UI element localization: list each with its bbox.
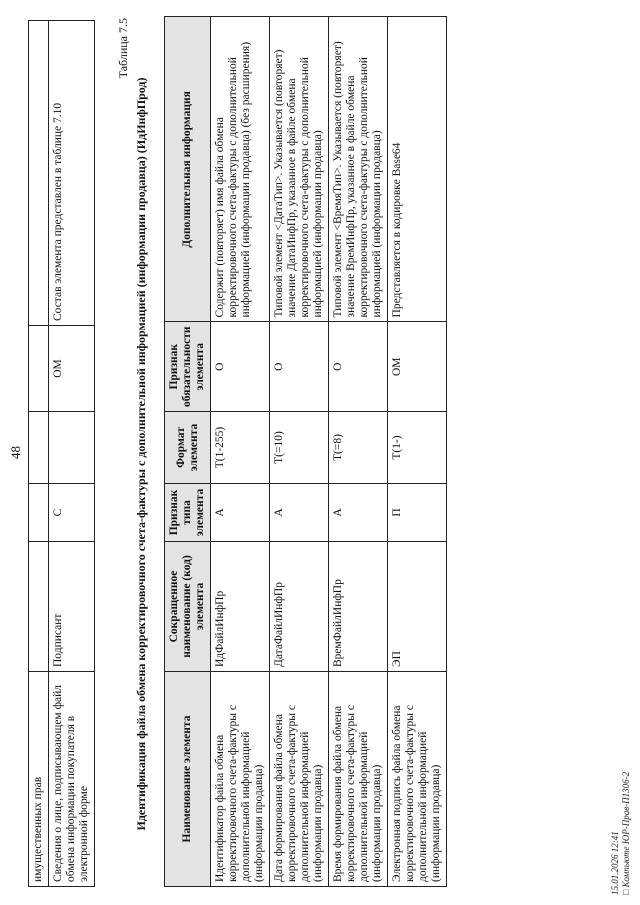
main-table xyxy=(164,16,447,887)
cell-type: А xyxy=(270,484,329,542)
cell-name: Сведения о лице, подписывающем файл обмена информации покупателя в электронной форме xyxy=(49,672,95,887)
cell-format: T(=8) xyxy=(329,412,388,484)
table-row xyxy=(388,17,447,887)
cell-info: Типовой элемент <ДатаТип>. Указывается (повторяет) значение ДатаИнфПр, указанное в файле обмена корректировочного счета-фактуры с дополнительной информацией (информации продавца) xyxy=(270,17,329,322)
cell-info: Представляется в кодировке Base64 xyxy=(388,17,447,322)
cell-req: О xyxy=(329,322,388,412)
page-number: 48 xyxy=(8,446,23,459)
cell-code: ВремФайлИнфПр xyxy=(329,542,388,672)
header-type: Признак типа элемента xyxy=(165,484,211,542)
table-row xyxy=(49,21,95,887)
cell-name: Электронная подпись файла обмена корректировочного счета-фактуры с дополнительной информацией (информации продавца) xyxy=(388,672,447,887)
table-header-row xyxy=(165,17,211,887)
cell-code: ИдФайлИнфПр xyxy=(211,542,270,672)
cell-format: T(=10) xyxy=(270,412,329,484)
cell-type: А xyxy=(329,484,388,542)
cell-req: ОМ xyxy=(388,322,447,412)
cell-info: Состав элемента представлен в таблице 7.10 xyxy=(49,21,95,326)
cell-type: С xyxy=(49,484,95,542)
stamp-line-date: 15.01.2026 12:41 xyxy=(610,831,620,895)
header-code: Сокращенное наименование (код) элемента xyxy=(165,542,211,672)
table-title: Идентификация файла обмена корректировочного счета-фактуры с дополнительной информацией (информации продавца) (ИдИнфПрод) xyxy=(134,77,148,831)
cell-req: О xyxy=(270,322,329,412)
header-format: Формат элемента xyxy=(165,412,211,484)
cell-type xyxy=(29,484,49,542)
cell-code: ЭП xyxy=(388,542,447,672)
cell-info: Типовой элемент <ВремяТип>. Указывается (повторяет) значение ВремИнфПр, указанное в файле обмена корректировочного счета-фактуры с дополнительной информацией (информации продавца) xyxy=(329,17,388,322)
cell-format: T(1-255) xyxy=(211,412,270,484)
cell-format xyxy=(29,412,49,484)
cell-req xyxy=(29,326,49,412)
table-caption: Таблица 7.5 xyxy=(116,18,130,79)
table-row xyxy=(329,17,388,887)
header-name: Наименование элемента xyxy=(165,672,211,887)
stamp-line-source: □ Компьюте ЮР-Прав-П1306-2 xyxy=(621,771,631,895)
cell-code: Подписант xyxy=(49,542,95,672)
cell-code xyxy=(29,542,49,672)
cell-info xyxy=(29,21,49,326)
cell-code: ДатаФайлИнфПр xyxy=(270,542,329,672)
continued-table xyxy=(28,20,95,887)
print-stamp xyxy=(610,772,632,895)
table-row xyxy=(211,17,270,887)
header-info: Дополнительная информация xyxy=(165,17,211,322)
cell-req: ОМ xyxy=(49,326,95,412)
table-row xyxy=(270,17,329,887)
cell-type: П xyxy=(388,484,447,542)
cell-name: Время формирования файла обмена корректировочного счета-фактуры с дополнительной информацией (информации продавца) xyxy=(329,672,388,887)
cell-name: Идентификатор файла обмена корректировочного счета-фактуры с дополнительной информацией (информации продавца) xyxy=(211,672,270,887)
table-row xyxy=(29,21,49,887)
cell-type: А xyxy=(211,484,270,542)
cell-format xyxy=(49,412,95,484)
cell-req: О xyxy=(211,322,270,412)
cell-name: имущественных прав xyxy=(29,672,49,887)
cell-format: T(1-) xyxy=(388,412,447,484)
header-req: Признак обязательности элемента xyxy=(165,322,211,412)
cell-info: Содержит (повторяет) имя файла обмена корректировочного счета-фактуры с дополнительной информацией (информации продавца) (без расширения) xyxy=(211,17,270,322)
cell-name: Дата формирования файла обмена корректировочного счета-фактуры с дополнительной информацией (информации продавца) xyxy=(270,672,329,887)
